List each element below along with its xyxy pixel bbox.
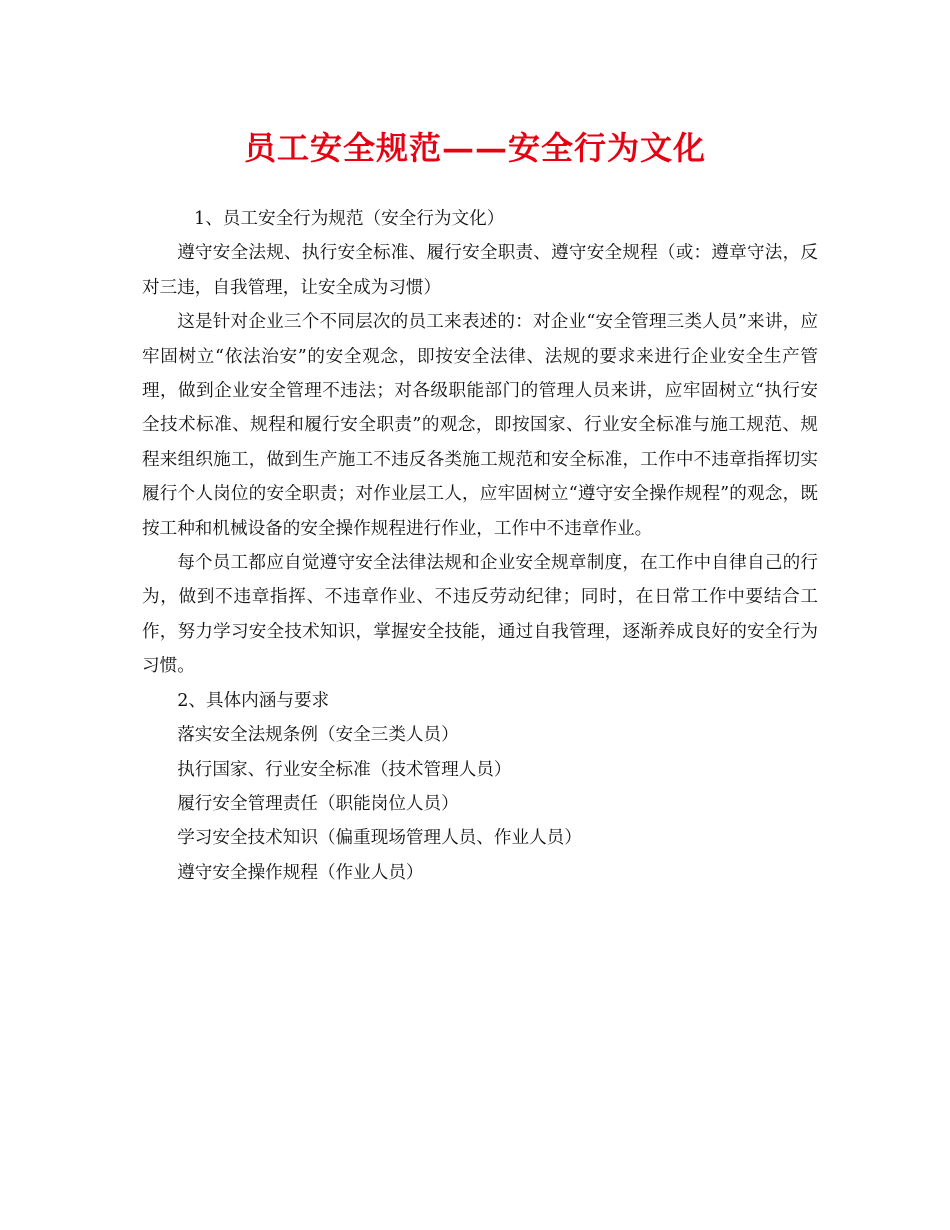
list-item: 遵守安全操作规程（作业人员） xyxy=(177,862,424,883)
list-item: 落实安全法规条例（安全三类人员） xyxy=(177,725,459,746)
list-item: 执行国家、行业安全标准（技术管理人员） xyxy=(177,759,512,780)
section-heading-1: 1、员工安全行为规范（安全行为文化） xyxy=(194,209,505,229)
paragraph-principles: 遵守安全法规、执行安全标准、履行安全职责、遵守安全规程（或：遵章守法，反对三违，自我管理，让安全成为习惯） xyxy=(142,243,818,298)
paragraph-explanation: 这是针对企业三个不同层次的员工来表述的：对企业“安全管理三类人员”来讲，应牢固树立“依法治安”的安全观念，即按安全法律、法规的要求来进行企业安全生产管理，做到企业安全管理不违法；对各级职能部门的管理人员来讲，应牢固树立“执行安全技术标准、规程和履行安全职责”的观念，即按国家、行业安全标准与施工规范、规程来组织施工，做到生产施工不违反各类施工规范和安全标准，工作中不违章指挥切实履行个人岗位的安全职责；对作业层工人，应牢固树立“遵守安全操作规程”的观念，既按工种和机械设备的安全操作规程进行作业，工作中不违章作业。 xyxy=(142,312,818,539)
document-body xyxy=(142,202,818,890)
section-heading-2: 2、具体内涵与要求 xyxy=(177,690,330,711)
list-item: 学习安全技术知识（偏重现场管理人员、作业人员） xyxy=(177,828,582,849)
document-title: 员工安全规范——安全行为文化 xyxy=(243,129,706,167)
list-item: 履行安全管理责任（职能岗位人员） xyxy=(177,793,459,814)
paragraph-employee-duty: 每个员工都应自觉遵守安全法律法规和企业安全规章制度，在工作中自律自己的行为，做到不违章指挥、不违章作业、不违反劳动纪律；同时，在日常工作中要结合工作，努力学习安全技术知识，掌握安全技能，通过自我管理，逐渐养成良好的安全行为习惯。 xyxy=(142,553,818,677)
